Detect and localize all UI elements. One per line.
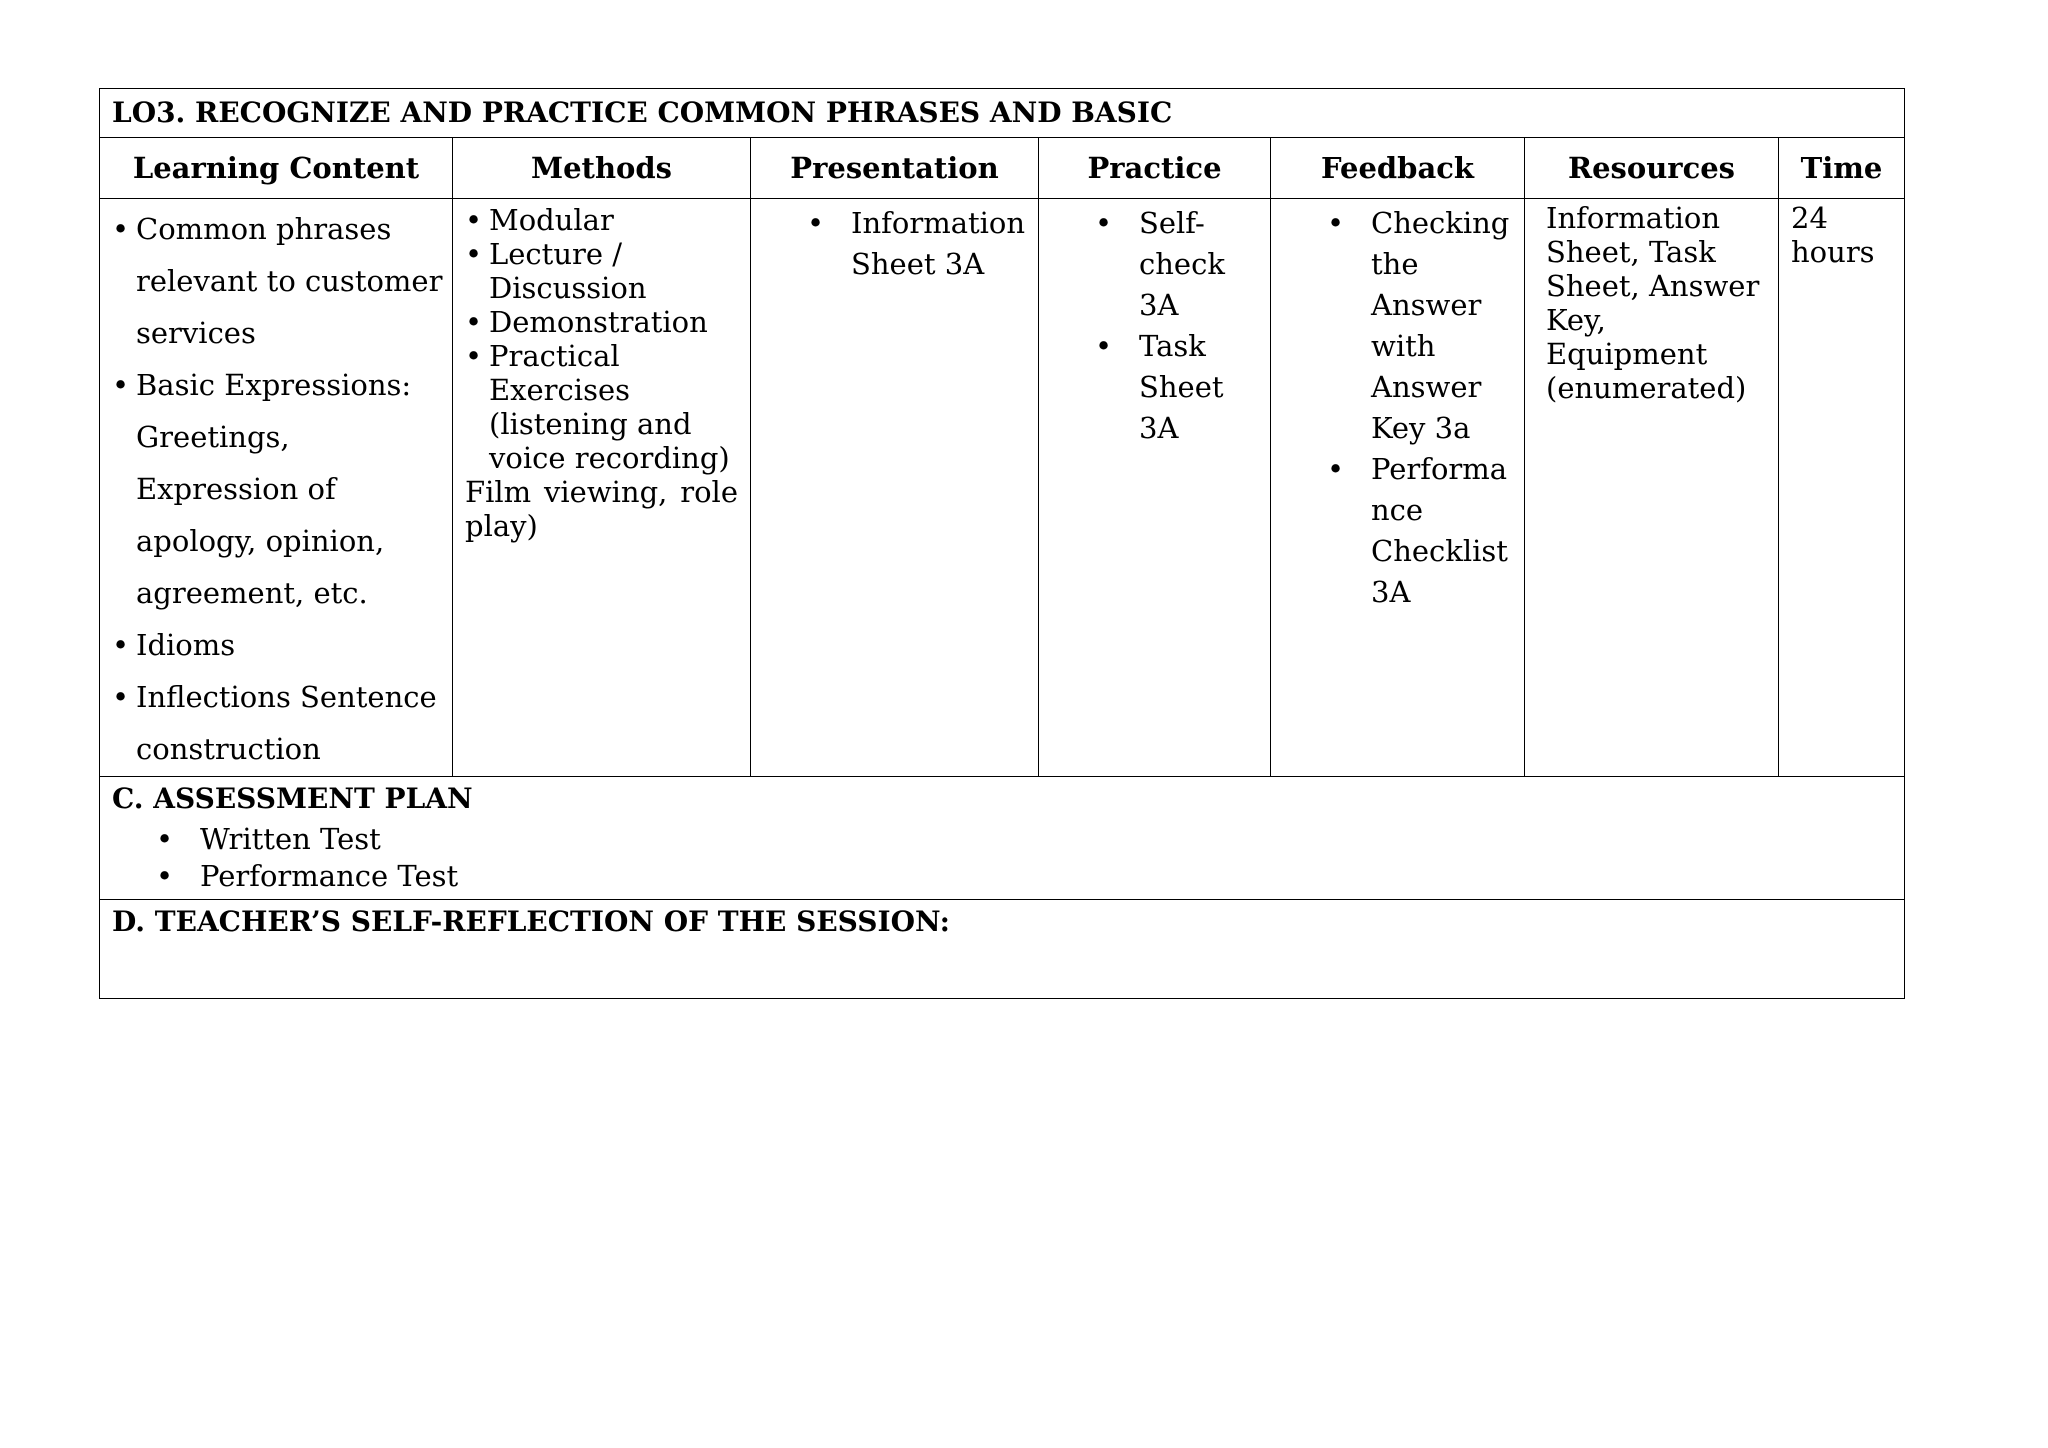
cell-line: Key, [1546,303,1606,337]
list-item-line: Sheet 3A [851,247,985,281]
practice-cell [1039,199,1271,777]
list-item-line: apology, opinion, [136,524,385,558]
list-item-line: voice recording) [489,441,730,475]
cell-line: Sheet, Answer [1546,269,1760,303]
list-item-line: check [1139,247,1225,281]
list-item [465,305,738,339]
header-time: Time [1779,138,1905,199]
list-item [156,858,1904,895]
list-item [1327,203,1516,449]
cell-line: hours [1791,235,1875,269]
header-presentation: Presentation [751,138,1039,199]
bullet-icon: • [465,305,483,339]
bullet-icon: • [465,339,483,373]
list-item-line: Greetings, [136,420,290,454]
list-item-line: Idioms [136,628,236,662]
list-item-line: nce [1371,493,1424,527]
cell-line: Information [1546,201,1721,235]
list-item-line: 3A [1139,411,1179,445]
list-item [1327,449,1516,613]
list-item [465,203,738,237]
list-item [1095,203,1262,326]
feedback-list [1271,199,1524,613]
list-item-line: 3A [1139,288,1179,322]
list-item-line: Sheet [1139,370,1224,404]
list-item-line: services [136,316,256,350]
list-item-line: Discussion [489,271,647,305]
list-item-line: relevant to customer [136,264,443,298]
assessment-plan-cell [100,777,1905,900]
learning-content-cell [100,199,453,777]
list-item-line: (listening and [489,407,692,441]
list-item [1095,326,1262,449]
methods-cell [453,199,751,777]
cell-line: Equipment [1546,337,1708,371]
list-item-line: Self- [1139,206,1205,240]
bullet-icon: • [1095,329,1113,363]
list-item-line: Inflections Sentence [136,680,437,714]
content-row [100,199,1905,777]
time-cell [1779,199,1905,777]
resources-cell [1525,199,1779,777]
list-item-line: Expression of [136,472,336,506]
bullet-icon: • [1327,206,1345,240]
list-item-line: Exercises [489,373,630,407]
bullet-icon: • [807,206,825,240]
presentation-cell [751,199,1039,777]
list-item-line: Checking [1371,206,1510,240]
learning-content-list [100,199,452,775]
list-item-line: Lecture / [489,237,623,271]
list-item-line: Key 3a [1371,411,1471,445]
list-item-text: Written Test [200,822,381,856]
header-learning-content: Learning Content [100,138,453,199]
bullet-icon: • [112,212,130,246]
methods-list [465,203,738,475]
bullet-icon: • [1327,452,1345,486]
presentation-list [751,199,1038,285]
list-item-line: Answer [1371,370,1482,404]
cell-line: Sheet, Task [1546,235,1716,269]
list-item-line: Basic Expressions: [136,368,412,402]
column-header-row [100,138,1905,199]
list-item [156,821,1904,858]
bullet-icon: • [465,203,483,237]
list-item-line: Answer [1371,288,1482,322]
bullet-icon: • [1095,206,1113,240]
list-item-line: Checklist [1371,534,1508,568]
list-item-line: agreement, etc. [136,576,368,610]
list-item-line: Demonstration [489,305,708,339]
bullet-icon: • [465,237,483,271]
list-item [112,671,444,775]
list-item-line: with [1371,329,1436,363]
self-reflection-title: D. TEACHER’S SELF-REFLECTION OF THE SESSION: [112,905,950,938]
methods-trailing-text: Film viewing, role play) [465,475,738,543]
list-item-text: Performance Test [200,859,459,893]
cell-line: 24 [1791,201,1828,235]
list-item-line: Performa [1371,452,1508,486]
list-item [112,203,444,359]
list-item [465,339,738,475]
bullet-icon: • [112,368,130,402]
list-item-line: construction [136,732,321,766]
learning-outcome-title: LO3. RECOGNIZE AND PRACTICE COMMON PHRASES AND BASIC [100,89,1905,138]
session-plan-table [99,88,1905,999]
bullet-icon: • [156,822,174,856]
list-item-line: Common phrases [136,212,392,246]
header-methods: Methods [453,138,751,199]
list-item [807,203,1030,285]
list-item [465,237,738,305]
bullet-icon: • [112,628,130,662]
bullet-icon: • [112,680,130,714]
list-item-line: Practical [489,339,620,373]
list-item-line: 3A [1371,575,1411,609]
feedback-cell [1271,199,1525,777]
practice-list [1039,199,1270,449]
assessment-plan-list [100,817,1904,895]
bullet-icon: • [156,859,174,893]
header-practice: Practice [1039,138,1271,199]
self-reflection-cell [100,900,1905,999]
list-item [112,619,444,671]
list-item-line: Information [851,206,1026,240]
cell-line: (enumerated) [1546,371,1747,405]
list-item-line: the [1371,247,1419,281]
header-feedback: Feedback [1271,138,1525,199]
list-item-line: Modular [489,203,614,237]
list-item-line: Task [1139,329,1206,363]
list-item [112,359,444,619]
header-resources: Resources [1525,138,1779,199]
assessment-plan-title: C. ASSESSMENT PLAN [112,782,473,815]
